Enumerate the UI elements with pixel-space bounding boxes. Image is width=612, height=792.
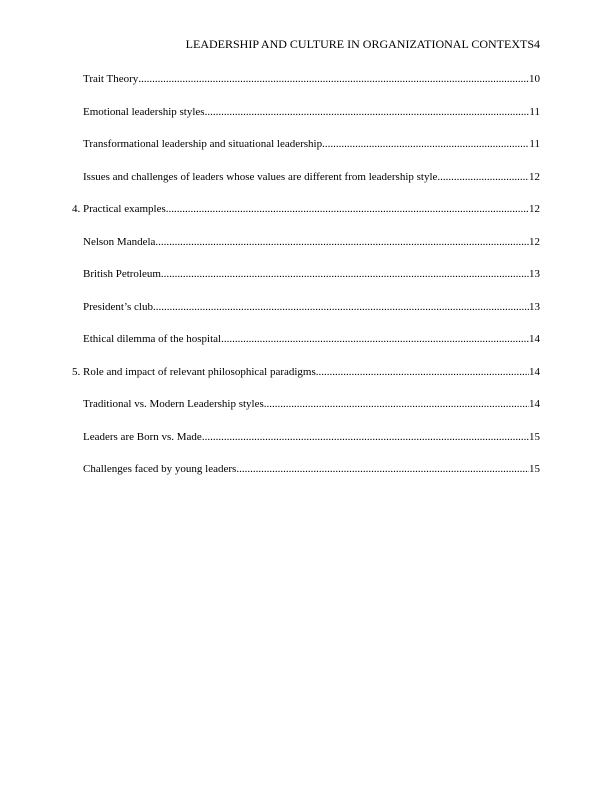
toc-entry-label: 5. Role and impact of relevant philosophical paradigms — [72, 365, 316, 378]
toc-entry-page: 11 — [529, 105, 540, 118]
page-number: 4 — [534, 37, 540, 51]
toc-entry-page: 14 — [529, 365, 540, 378]
toc-entry-page: 12 — [529, 235, 540, 248]
toc-entry-label: President’s club — [83, 300, 153, 313]
toc-entry-page: 12 — [529, 203, 540, 215]
toc-entry-page: 14 — [529, 333, 540, 345]
toc-dot-leader — [205, 105, 530, 119]
toc-dot-leader — [138, 72, 529, 86]
toc-entry[interactable] — [72, 72, 540, 105]
toc-entry-label: Traditional vs. Modern Leadership styles — [83, 398, 264, 410]
toc-dot-leader — [236, 462, 529, 476]
toc-dot-leader — [322, 137, 529, 151]
running-header-title: LEADERSHIP AND CULTURE IN ORGANIZATIONAL CONTEXTS — [185, 37, 534, 51]
toc-dot-leader — [153, 300, 529, 314]
toc-entry-page: 15 — [529, 463, 540, 475]
toc-dot-leader — [264, 397, 529, 411]
toc-entry-page: 13 — [529, 300, 540, 313]
toc-dot-leader — [155, 235, 529, 249]
toc-entry-label: Emotional leadership styles — [83, 105, 205, 118]
toc-entry-page: 14 — [529, 398, 540, 410]
toc-entry[interactable] — [72, 332, 540, 365]
toc-entry-label: Ethical dilemma of the hospital — [83, 333, 222, 345]
toc-entry[interactable] — [72, 397, 540, 430]
toc-entry-label: Challenges faced by young leaders — [83, 463, 237, 475]
toc-entry-label: Leaders are Born vs. Made — [83, 430, 202, 443]
toc-dot-leader — [166, 202, 529, 216]
toc-dot-leader — [316, 365, 529, 379]
toc-entry-page: 12 — [529, 170, 540, 183]
toc-dot-leader — [437, 170, 529, 184]
toc-entry[interactable] — [72, 430, 540, 463]
toc-entry[interactable] — [72, 462, 540, 495]
toc-entry-label: Transformational leadership and situational leadership — [83, 138, 323, 150]
toc-entry-label: 4. Practical examples — [72, 203, 166, 215]
toc-entry-page: 11 — [529, 138, 540, 150]
table-of-contents — [72, 72, 540, 495]
toc-entry[interactable] — [72, 137, 540, 170]
running-header — [186, 37, 540, 52]
toc-section-entry[interactable] — [72, 202, 540, 235]
toc-entry[interactable] — [72, 105, 540, 138]
toc-entry[interactable] — [72, 267, 540, 300]
toc-section-entry[interactable] — [72, 365, 540, 398]
toc-entry-page: 13 — [529, 268, 540, 280]
toc-entry[interactable] — [72, 170, 540, 203]
toc-entry-page: 10 — [529, 73, 540, 85]
toc-dot-leader — [202, 430, 529, 444]
toc-entry-label: Issues and challenges of leaders whose values are different from leadership style — [83, 170, 438, 183]
toc-entry[interactable] — [72, 300, 540, 333]
toc-dot-leader — [221, 332, 529, 346]
toc-dot-leader — [161, 267, 529, 281]
toc-entry-page: 15 — [529, 430, 540, 443]
toc-entry-label: British Petroleum — [83, 268, 161, 280]
toc-entry-label: Trait Theory — [83, 73, 139, 85]
toc-entry-label: Nelson Mandela — [83, 235, 156, 248]
toc-entry[interactable] — [72, 235, 540, 268]
